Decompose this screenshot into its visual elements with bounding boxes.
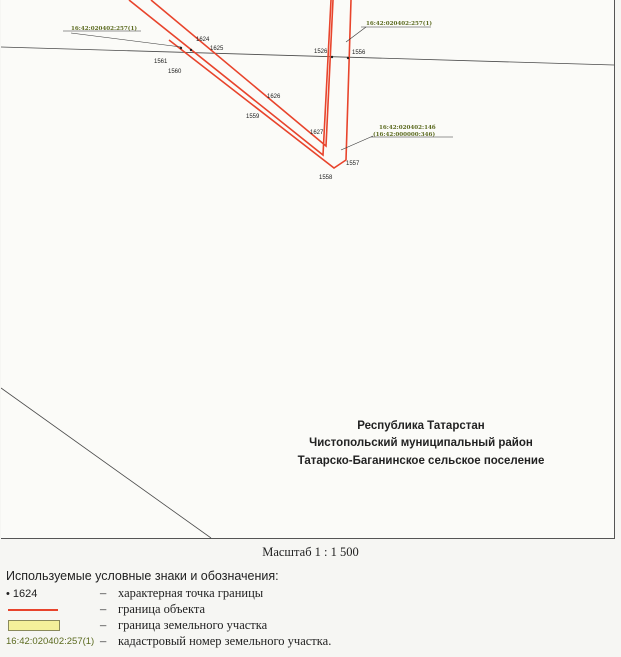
map-scale: Масштаб 1 : 1 500: [262, 545, 359, 559]
parcel-boundary-line-top: [1, 47, 614, 65]
boundary-point-label: 1625: [210, 46, 224, 52]
boundary-point-label: 1557: [346, 161, 360, 167]
legend-item-cadastral-number: [0, 634, 621, 650]
parcel-boundary-symbol: [6, 618, 88, 634]
cadastral-number-label: 16:42:020402:257(1): [71, 26, 137, 32]
boundary-point-label: 1561: [154, 59, 168, 65]
boundary-point-label: 1556: [352, 50, 366, 56]
legend-title: Используемые условные знаки и обозначения:: [6, 569, 279, 583]
boundary-point-label: 1560: [168, 69, 182, 75]
cadastral-number-label: (16:42:000000:346): [373, 132, 436, 138]
legend-dash: –: [100, 586, 107, 600]
region-title: Республика Татарстан: [357, 420, 485, 432]
cadastral-number-symbol: 16:42:020402:257(1): [6, 636, 95, 647]
legend-item-label: кадастровый номер земельного участка.: [118, 634, 332, 648]
legend-item-parcel-boundary: [0, 618, 621, 634]
boundary-point-marker: [190, 49, 192, 51]
object-boundary-symbol: [6, 602, 88, 618]
boundary-point-label: 1626: [267, 94, 281, 100]
boundary-point-marker: [347, 57, 349, 59]
boundary-point-label: 1627: [310, 130, 324, 136]
boundary-point-label: 1559: [246, 114, 260, 120]
legend-dash: –: [100, 602, 107, 616]
legend-item-boundary-point: [0, 586, 621, 602]
settlement-title: Татарско-Баганинское сельское поселение: [297, 455, 545, 467]
boundary-point-label: 1526: [314, 49, 328, 55]
legend-item-label: характерная точка границы: [118, 586, 264, 600]
object-boundary-outer: [129, 0, 331, 155]
boundary-point-marker: [331, 56, 333, 58]
cad-left-leader: [71, 33, 181, 47]
boundary-point-marker: [180, 47, 182, 49]
boundary-point-label: 1624: [196, 37, 210, 43]
legend-dash: –: [100, 618, 107, 632]
cadastral-number-label: 16:42:020402:14б: [379, 125, 436, 131]
parcel-boundary-line-bottom-left: [1, 388, 211, 538]
map-frame: [1, 0, 615, 539]
boundary-point-label: 1558: [319, 175, 333, 181]
legend-item-label: граница объекта: [118, 602, 206, 616]
district-title: Чистопольский муниципальный район: [309, 437, 533, 449]
legend-item-object-boundary: [0, 602, 621, 618]
cad-right-leader: [346, 27, 366, 42]
legend-dash: –: [100, 634, 107, 648]
boundary-point-symbol: • 1624: [6, 588, 38, 600]
legend-item-label: граница земельного участка: [118, 618, 268, 632]
cadastral-number-label: 16:42:020402:257(1): [366, 21, 432, 27]
